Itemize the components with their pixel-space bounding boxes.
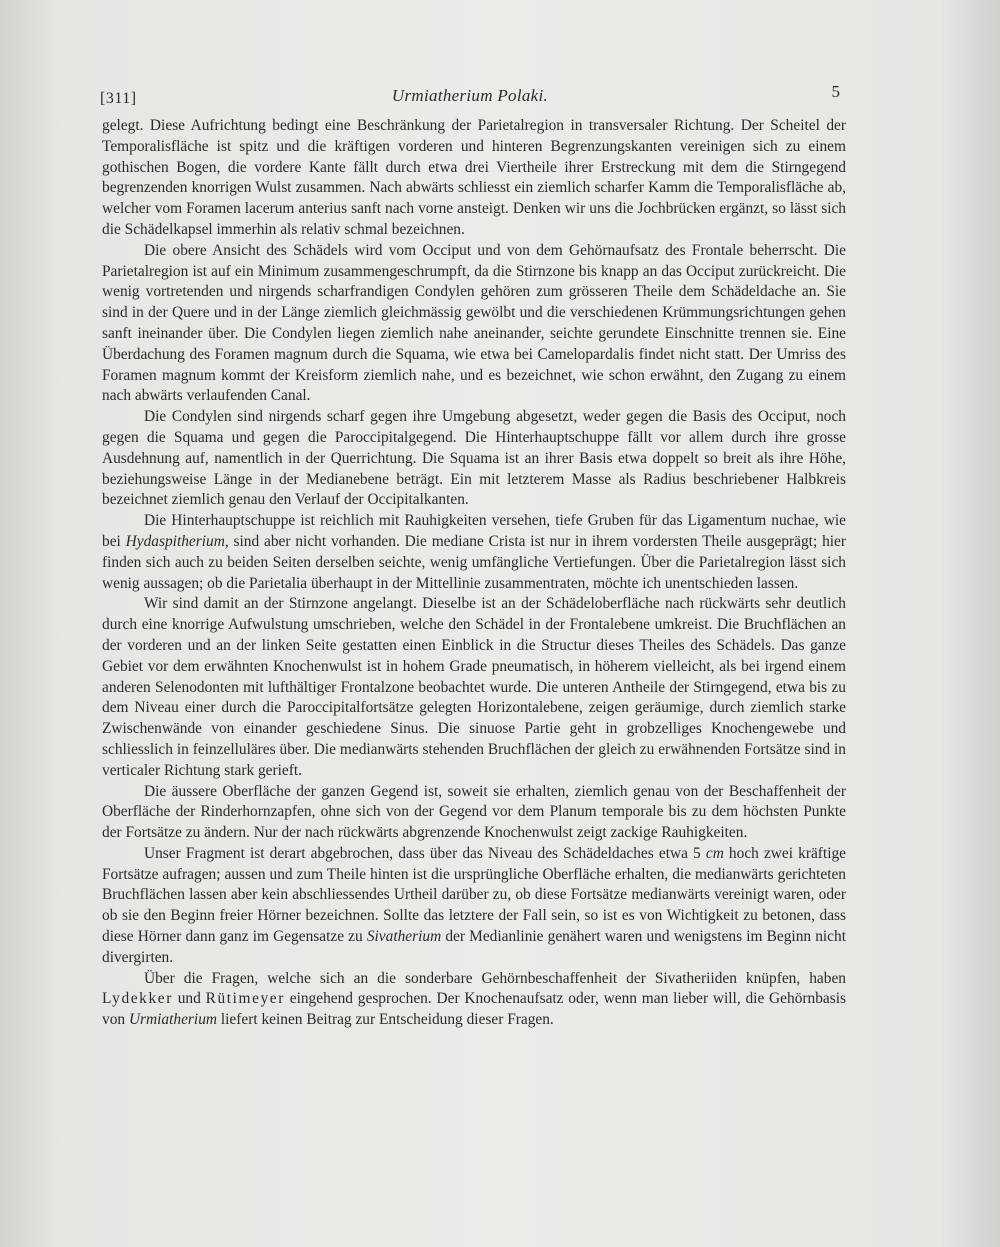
italic-term: Hydaspitherium, bbox=[125, 532, 229, 550]
text-segment: hoch zwei kräftige Fortsätze aufragen; aussen und zum Theile hinten ist die ursprüngliche Oberfläche erhalten, die medianwärts gerichteten Bruchflächen lassen aber kein abschliessendes Urtheil darüber zu, ob diese Fortsätze medianwärts vereinigt waren, oder ob sie den Beginn freier Hörner bezeichnen. Sollte das letztere der Fall sein, so ist es von Wichtigkeit zu betonen, dass diese Hörner dann ganz im Gegensatze zu bbox=[102, 844, 846, 946]
author-name: Rütimeyer bbox=[205, 990, 285, 1008]
text-segment: Die obere Ansicht des Schädels wird vom Occiput und von dem Gehörnaufsatz des Frontale beherrscht. Die Parietalregion ist auf ein Minimum zusammengeschrumpft, da die Stirnzone bis knapp an das Occiput zurückreicht. Die wenig vortretenden und nirgends scharfrandigen Condylen gehören zum grösseren Theile dem Schädeldache an. Sie sind in der Quere und in der Länge ziemlich gleichmässig gewölbt und die verschiedenen Krümmungsrichtungen gehen sanft ineinander über. Die Condylen liegen ziemlich nahe aneinander, seichte gerundete Einschnitte trennen sie. Eine Überdachung des Foramen magnum durch die Squama, wie etwa bei Camelopardalis findet nicht statt. Der Umriss des Foramen magnum kommt der Kreisform ziemlich nahe, und es bezeichnet, wie schon erwähnt, den Zugang zu einem nach abwärts verlaufenden Canal. bbox=[102, 241, 846, 405]
body-text bbox=[102, 116, 846, 1031]
text-segment: Die Hinterhauptschuppe ist reichlich mit Rauhigkeiten versehen, tiefe Gruben für das Ligamentum nuchae, wie bei bbox=[102, 512, 846, 550]
paragraph bbox=[102, 407, 846, 511]
paragraph bbox=[102, 594, 846, 781]
text-segment: Über die Fragen, welche sich an die sonderbare Gehörnbeschaffenheit der Sivatheriiden knüpfen, haben bbox=[144, 969, 846, 987]
paragraph bbox=[102, 241, 846, 407]
paragraph bbox=[102, 844, 846, 969]
paragraph bbox=[102, 782, 846, 844]
paragraph bbox=[102, 511, 846, 594]
text-segment: sind aber nicht vorhanden. Die mediane Crista ist nur in ihrem vordersten Theile ausgeprägt; hier finden sich auch zu beiden Seiten derselben seichte, wenig umfängliche Vertiefungen. Über die Parietalregion lässt sich wenig aussagen; ob die Parietalia überhaupt in der Mittellinie zusammentraten, möchte ich unentschieden lassen. bbox=[102, 532, 846, 592]
page-header bbox=[100, 82, 840, 112]
italic-term: cm bbox=[705, 844, 724, 862]
running-title: Urmiatherium Polaki. bbox=[391, 86, 549, 105]
text-segment: und bbox=[172, 990, 206, 1008]
italic-term: Sivatherium bbox=[366, 928, 442, 946]
text-segment: eingehend gesprochen. Der Knochenaufsatz oder, wenn man lieber will, die Gehörnbasis von bbox=[102, 990, 846, 1029]
text-segment: der Medianlinie genähert waren und wenigstens im Beginn nicht divergirten. bbox=[102, 928, 846, 966]
page-reference: [311] bbox=[100, 90, 137, 107]
paragraph bbox=[102, 116, 846, 241]
text-segment: Unser Fragment ist derart abgebrochen, dass über das Niveau des Schädeldaches etwa 5 bbox=[144, 844, 706, 862]
text-segment: liefert keinen Beitrag zur Entscheidung dieser Fragen. bbox=[217, 1011, 554, 1029]
italic-term: Urmiatherium bbox=[128, 1011, 218, 1029]
author-name: Lydekker bbox=[102, 990, 173, 1008]
text-segment: gelegt. Diese Aufrichtung bedingt eine Beschränkung der Parietalregion in transversaler Richtung. Der Scheitel der Temporalisfläche ist spitz und die kräftigen vorderen und hinteren Begrenzungskanten vereinigen sich zu einem gothischen Bogen, die vordere Kante fällt durch etwa drei Viertheile ihrer Erstreckung mit dem die Stirngegend begrenzenden knorrigen Wulst zusammen. Nach abwärts schliesst ein ziemlich scharfer Kamm die Temporalisfläche ab, welcher vom Foramen lacerum anterius sanft nach vorne ansteigt. Denken wir uns die Jochbrücken ergänzt, so lässt sich die Schädelkapsel immerhin als relativ schmal bezeichnen. bbox=[102, 117, 846, 238]
paragraph bbox=[102, 969, 846, 1031]
text-segment: Die äussere Oberfläche der ganzen Gegend ist, soweit sie erhalten, ziemlich genau von der Beschaffenheit der Oberfläche der Rinderhornzapfen, ohne sich von der Gegend vor dem Planum temporale bis zu dem höchsten Punkte der Fortsätze zu ändern. Nur der nach rückwärts abgrenzende Knochenwulst zeigt zackige Rauhigkeiten. bbox=[102, 782, 846, 842]
text-segment: Wir sind damit an der Stirnzone angelangt. Dieselbe ist an der Schädeloberfläche nach rückwärts sehr deutlich durch eine knorrige Aufwulstung umschrieben, welche den Schädel in der Frontalebene umkreist. Die Bruchflächen an der vorderen und an der linken Seite gestatten einen Einblick in die Structur dieses Theiles des Schädels. Das ganze Gebiet vor dem erwähnten Knochenwulst ist in hohem Grade pneumatisch, in höherem vielleicht, als bei irgend einem anderen Selenodonten mit lufthältiger Frontalzone beobachtet wurde. Die unteren Antheile der Stirngegend, etwa bis zu dem Niveau einer durch die Paroccipitalfortsätze gelegten Horizontalebene, zeigen geräumige, durch ziemlich starke Zwischenwände von einander geschiedene Sinus. Die sinuose Partie geht in grobzelliges Knochengewebe und schliesslich in feinzelluläres über. Die medianwärts stehenden Bruchflächen der gleich zu erwähnenden Fortsätze sind in verticaler Richtung stark gerieft. bbox=[102, 595, 846, 779]
page-number: 5 bbox=[831, 82, 840, 101]
text-segment: Die Condylen sind nirgends scharf gegen ihre Umgebung abgesetzt, weder gegen die Basis des Occiput, noch gegen die Squama und gegen die Paroccipitalgegend. Die Hinterhauptschuppe fällt vor allem durch ihre grosse Ausdehnung auf, namentlich in der Querrichtung. Die Squama ist an ihrer Basis etwa doppelt so breit als ihre Höhe, beziehungsweise Länge in der Medianebene beträgt. Ein mit letzterem Masse als Radius beschriebener Halbkreis bezeichnet ziemlich genau den Verlauf der Occipitalkanten. bbox=[102, 408, 846, 509]
